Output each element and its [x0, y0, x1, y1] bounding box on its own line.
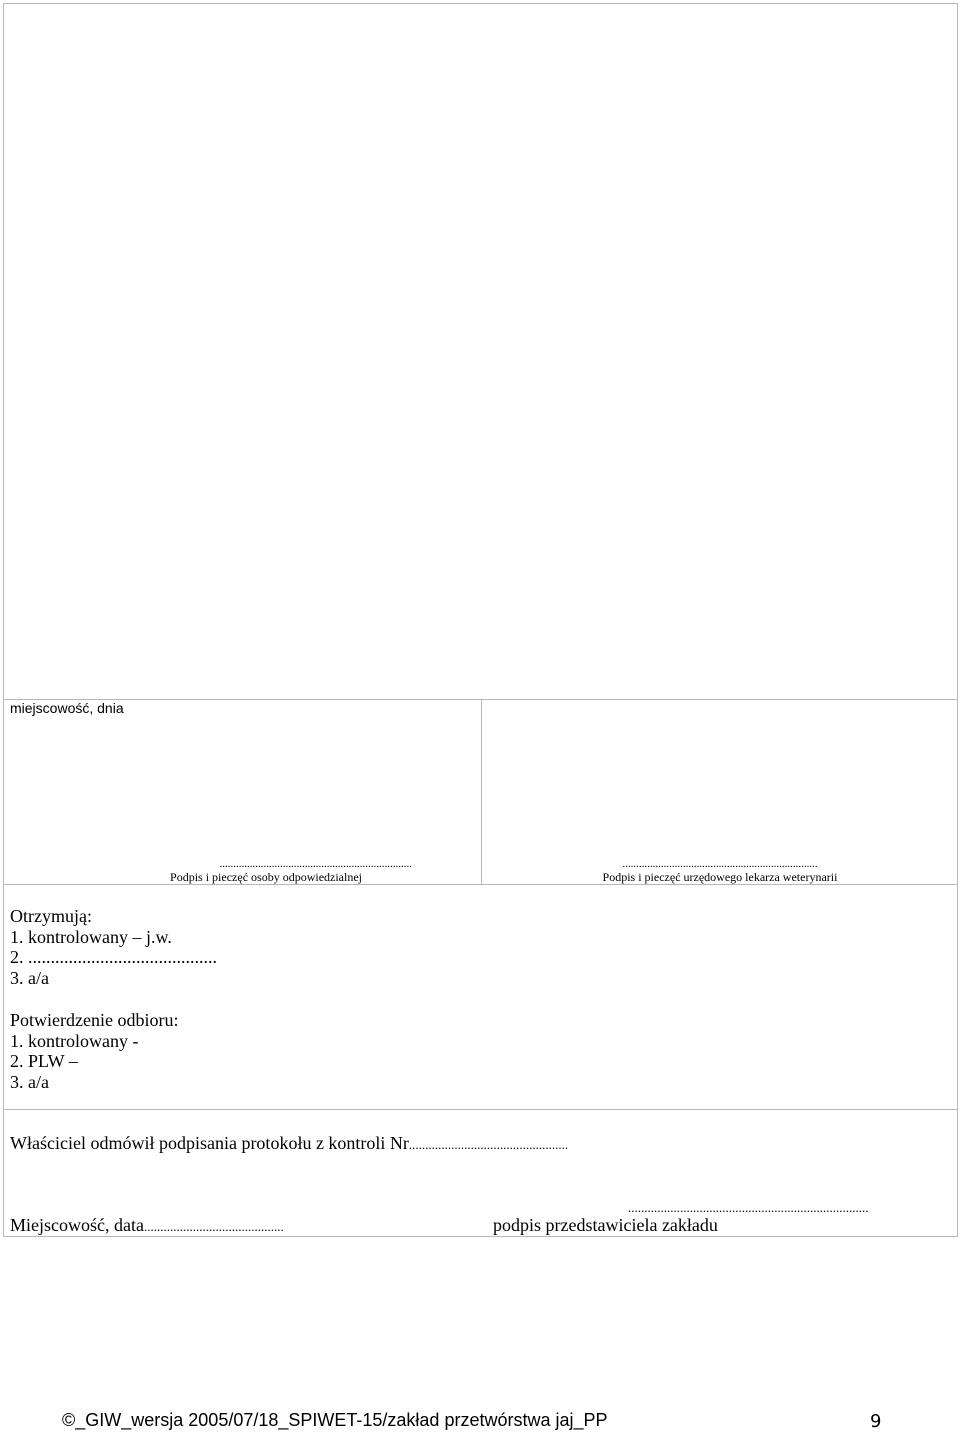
representative-signature-line: .......................................................................... [628, 1200, 869, 1215]
confirmation-list [10, 1010, 178, 1092]
place-date-label: miejscowość, dnia [10, 700, 124, 716]
recipient-item: 2. .......................................... [10, 947, 217, 967]
top-blank-area [3, 3, 958, 700]
vet-signature-line: ....................................................................... [622, 858, 818, 870]
recipient-item: 1. kontrolowany – j.w. [10, 926, 172, 947]
confirmation-heading: Potwierdzenie odbioru: [10, 1010, 179, 1030]
representative-signature-caption: podpis przedstawiciela zakładu [493, 1215, 718, 1235]
refusal-text: Właściciel odmówił podpisania protokołu z kontroli Nr [10, 1133, 409, 1153]
recipients-list [10, 906, 217, 988]
refusal-place-date [10, 1215, 284, 1236]
refusal-place-date-label: Miejscowość, data [10, 1215, 144, 1235]
refusal-number-dots: ................................................. [408, 1137, 569, 1152]
vet-signature-caption: Podpis i pieczęć urzędowego lekarza weterynarii [602, 870, 838, 884]
confirmation-item: 1. kontrolowany - [10, 1030, 139, 1051]
recipients-heading: Otrzymują: [10, 906, 92, 926]
recipient-item: 3. a/a [10, 967, 49, 988]
confirmation-item: 3. a/a [10, 1071, 49, 1092]
responsible-signature-line: ...................................................................... [219, 858, 412, 870]
responsible-signature-caption: Podpis i pieczęć osoby odpowiedzialnej [170, 870, 362, 884]
refusal-statement [10, 1133, 568, 1154]
refusal-place-date-dots: ........................................... [143, 1219, 284, 1234]
footer-copyright: ©_GIW_wersja 2005/07/18_SPIWET-15/zakład przetwórstwa jaj_PP [62, 1410, 608, 1430]
confirmation-item: 2. PLW – [10, 1051, 78, 1071]
page-number: 9 [870, 1411, 882, 1432]
